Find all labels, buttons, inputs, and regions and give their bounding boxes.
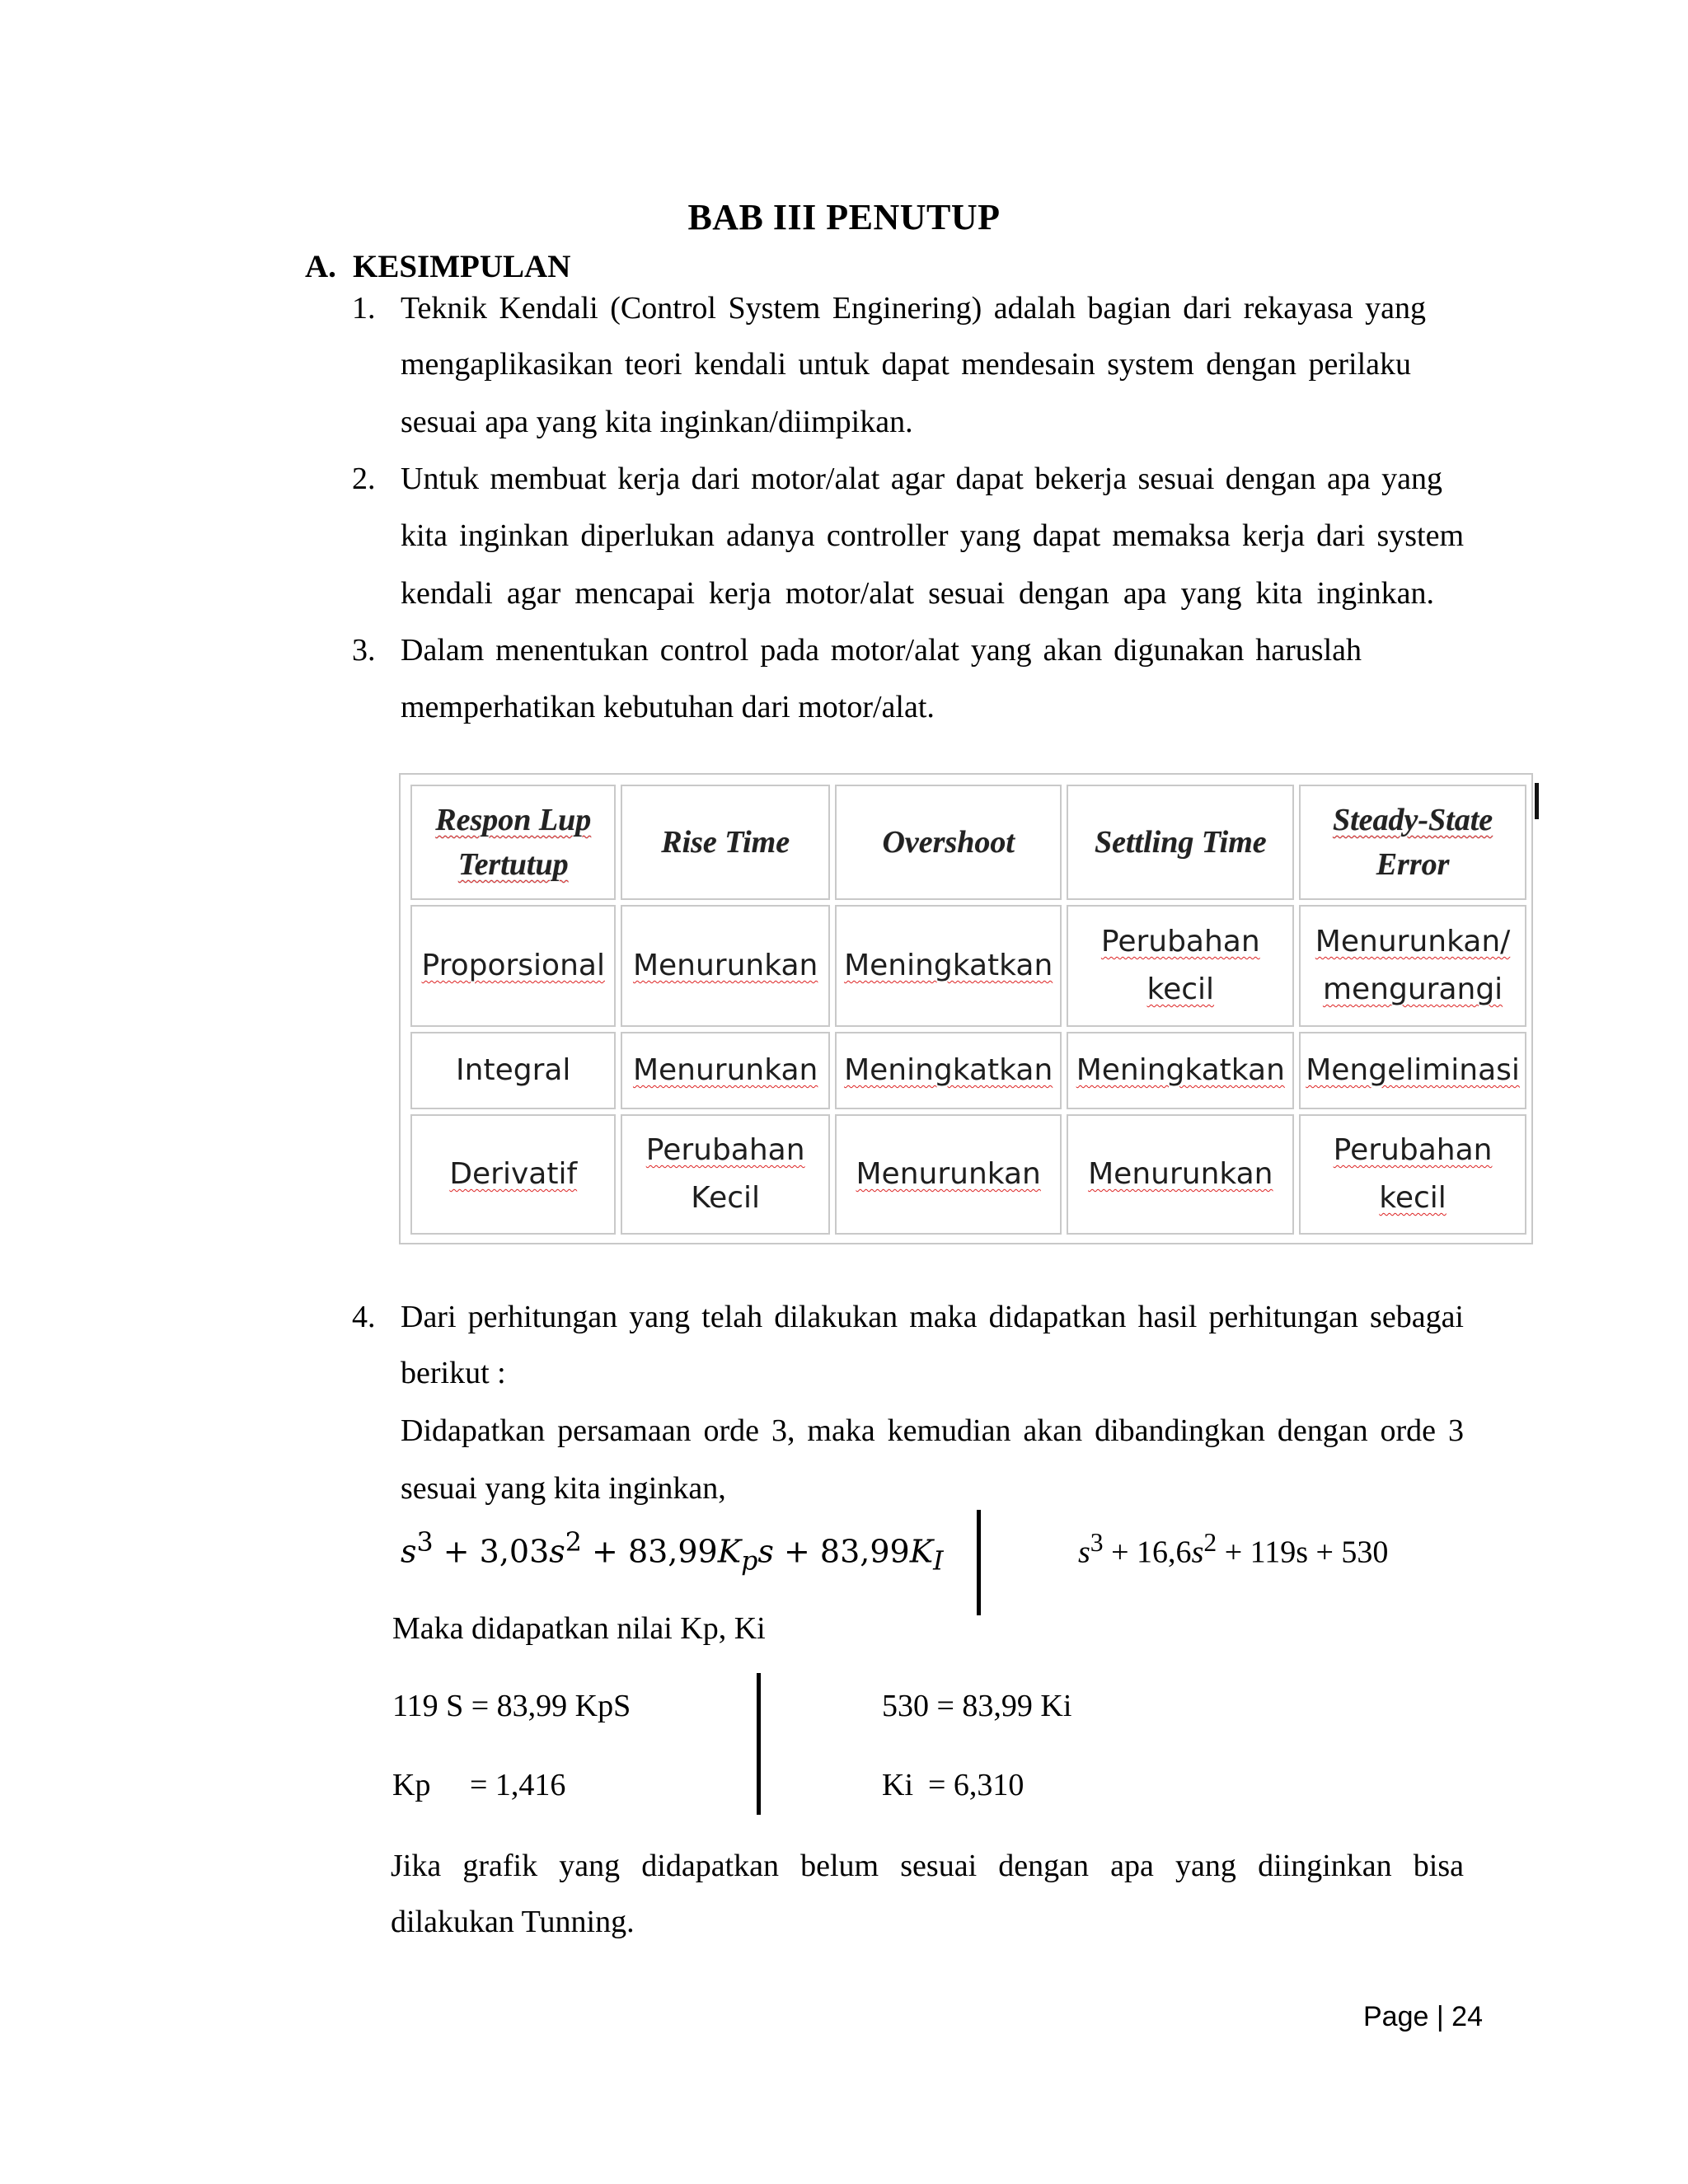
table-cell: Meningkatkan [835,905,1062,1027]
item-line: kita inginkan diperlukan adanya controller yang dapat memaksa kerja dari system [401,518,1464,553]
section-title: KESIMPULAN [353,249,571,284]
table-cell: Derivatif [410,1114,616,1235]
result-right-1: 530 = 83,99 Ki [882,1689,1072,1723]
item-line: Untuk membuat kerja dari motor/alat agar dapat bekerja sesuai dengan apa yang [401,462,1442,496]
item-line: Dari perhitungan yang telah dilakukan maka didapatkan hasil perhitungan sebagai [401,1300,1464,1334]
chapter-title: BAB III PENUTUP [687,197,1001,237]
item-line: Teknik Kendali (Control System Enginering) adalah bagian dari rekayasa yang [401,291,1426,326]
result-intro: Maka didapatkan nilai Kp, Ki [392,1611,766,1646]
closing-line: Jika grafik yang didapatkan belum sesuai dengan apa yang diinginkan bisa [391,1849,1464,1883]
table-cell: Proporsional [410,905,616,1027]
response-table [406,780,1531,1240]
page-number: Page | 24 [1363,2001,1483,2032]
desired-equation: $s^3 + 16,6s^2 + 119s + 530$ [1078,1528,1389,1570]
item-line: memperhatikan kebutuhan dari motor/alat. [401,690,935,724]
table-cell: Menurunkan/ mengurangi [1299,905,1526,1027]
table-cell: Integral [410,1032,616,1109]
item-number: 4. [352,1300,376,1334]
table-cell: Menurunkan [1067,1114,1294,1235]
result-left-1: 119 S = 83,99 KpS [392,1689,631,1723]
item-line: mengaplikasikan teori kendali untuk dapat mendesain system dengan perilaku [401,347,1411,382]
section-heading [305,246,570,288]
control-response-table [399,773,1533,1244]
table-header: Overshoot [835,785,1062,900]
table-cell: Perubahan kecil [1067,905,1294,1027]
closed-loop-equation: $s^3 + 3,03s^2 + 83,99K_ps + 83,99K_I$ [401,1528,944,1577]
table-cell: Menurunkan [621,1032,829,1109]
table-cell: Menurunkan [621,905,829,1027]
item-number: 2. [352,462,376,496]
table-cell: Mengeliminasi [1299,1032,1526,1109]
table-header: Settling Time [1067,785,1294,900]
equation-divider [977,1510,981,1615]
table-cell: Meningkatkan [835,1032,1062,1109]
item-number: 1. [352,291,376,326]
item-line: berikut : [401,1356,506,1390]
table-cell: Perubahan Kecil [621,1114,829,1235]
table-header: Rise Time [621,785,829,900]
table-header: Steady-State Error [1299,785,1526,900]
item-line: sesuai yang kita inginkan, [401,1471,726,1506]
table-header: Respon Lup Tertutup [410,785,616,900]
item-number: 3. [352,633,376,668]
table-cell: Meningkatkan [1067,1032,1294,1109]
section-letter: A. [305,249,336,284]
item-line: Didapatkan persamaan orde 3, maka kemudian akan dibandingkan dengan orde 3 [401,1413,1464,1448]
result-right-2: Ki = 6,310 [882,1768,1025,1802]
result-left-2: Kp = 1,416 [392,1768,566,1802]
item-line: sesuai apa yang kita inginkan/diimpikan. [401,405,913,439]
table-edge-mark [1535,783,1539,819]
closing-line: dilakukan Tunning. [391,1905,635,1939]
result-divider [757,1673,761,1815]
item-line: kendali agar mencapai kerja motor/alat sesuai dengan apa yang kita inginkan. [401,576,1434,611]
table-cell: Menurunkan [835,1114,1062,1235]
table-cell: Perubahan kecil [1299,1114,1526,1235]
item-line: Dalam menentukan control pada motor/alat yang akan digunakan haruslah [401,633,1362,668]
